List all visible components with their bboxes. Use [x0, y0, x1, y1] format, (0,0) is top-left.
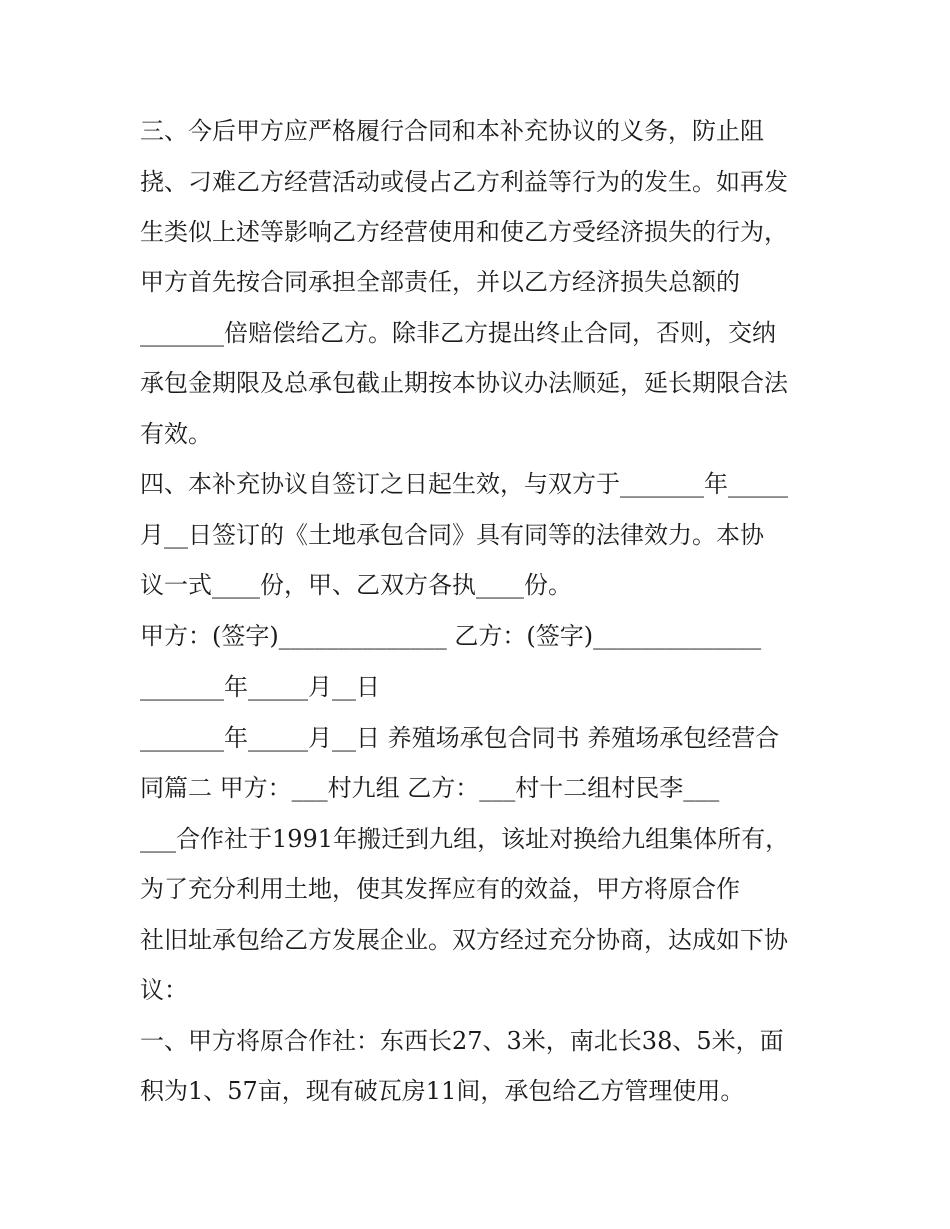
text-line: _______年_____月__日 养殖场承包合同书 养殖场承包经营合 — [140, 724, 780, 752]
text-line: 甲方首先按合同承担全部责任，并以乙方经济损失总额的 — [140, 268, 740, 296]
text-line: 议一式____份，甲、乙双方各执____份。 — [140, 571, 572, 599]
text-line: 积为1、57亩，现有破瓦房11间，承包给乙方管理使用。 — [140, 1077, 745, 1105]
text-line: 承包金期限及总承包截止期按本协议办法顺延，延长期限合法 — [140, 369, 788, 397]
text-line: 三、今后甲方应严格履行合同和本补充协议的义务，防止阻 — [140, 117, 764, 145]
text-line: 为了充分利用土地，使其发挥应有的效益，甲方将原合作 — [140, 875, 740, 903]
text-line: 议： — [140, 976, 188, 1004]
text-line: 挠、刁难乙方经营活动或侵占乙方利益等行为的发生。如再发 — [140, 168, 788, 196]
date-line: _______年_____月__日 — [140, 673, 380, 701]
text-line: ___合作社于1991年搬迁到九组，该址对换给九组集体所有， — [140, 825, 790, 853]
text-line: _______倍赔偿给乙方。除非乙方提出终止合同，否则，交纳 — [140, 319, 776, 347]
text-line: 月__日签订的《土地承包合同》具有同等的法律效力。本协 — [140, 521, 764, 549]
text-line: 社旧址承包给乙方发展企业。双方经过充分协商，达成如下协 — [140, 926, 788, 954]
text-line: 有效。 — [140, 420, 212, 448]
text-line: 同篇二 甲方：___村九组 乙方：___村十二组村民李___ — [140, 774, 720, 802]
text-line: 生类似上述等影响乙方经营使用和使乙方受经济损失的行为， — [140, 218, 788, 246]
text-line: 一、甲方将原合作社：东西长27、3米，南北长38、5米，面 — [140, 1027, 784, 1055]
signature-line: 甲方：(签字)______________ 乙方：(签字)______________ — [140, 622, 762, 650]
text-line: 四、本补充协议自签订之日起生效，与双方于_______年_____ — [140, 470, 788, 498]
